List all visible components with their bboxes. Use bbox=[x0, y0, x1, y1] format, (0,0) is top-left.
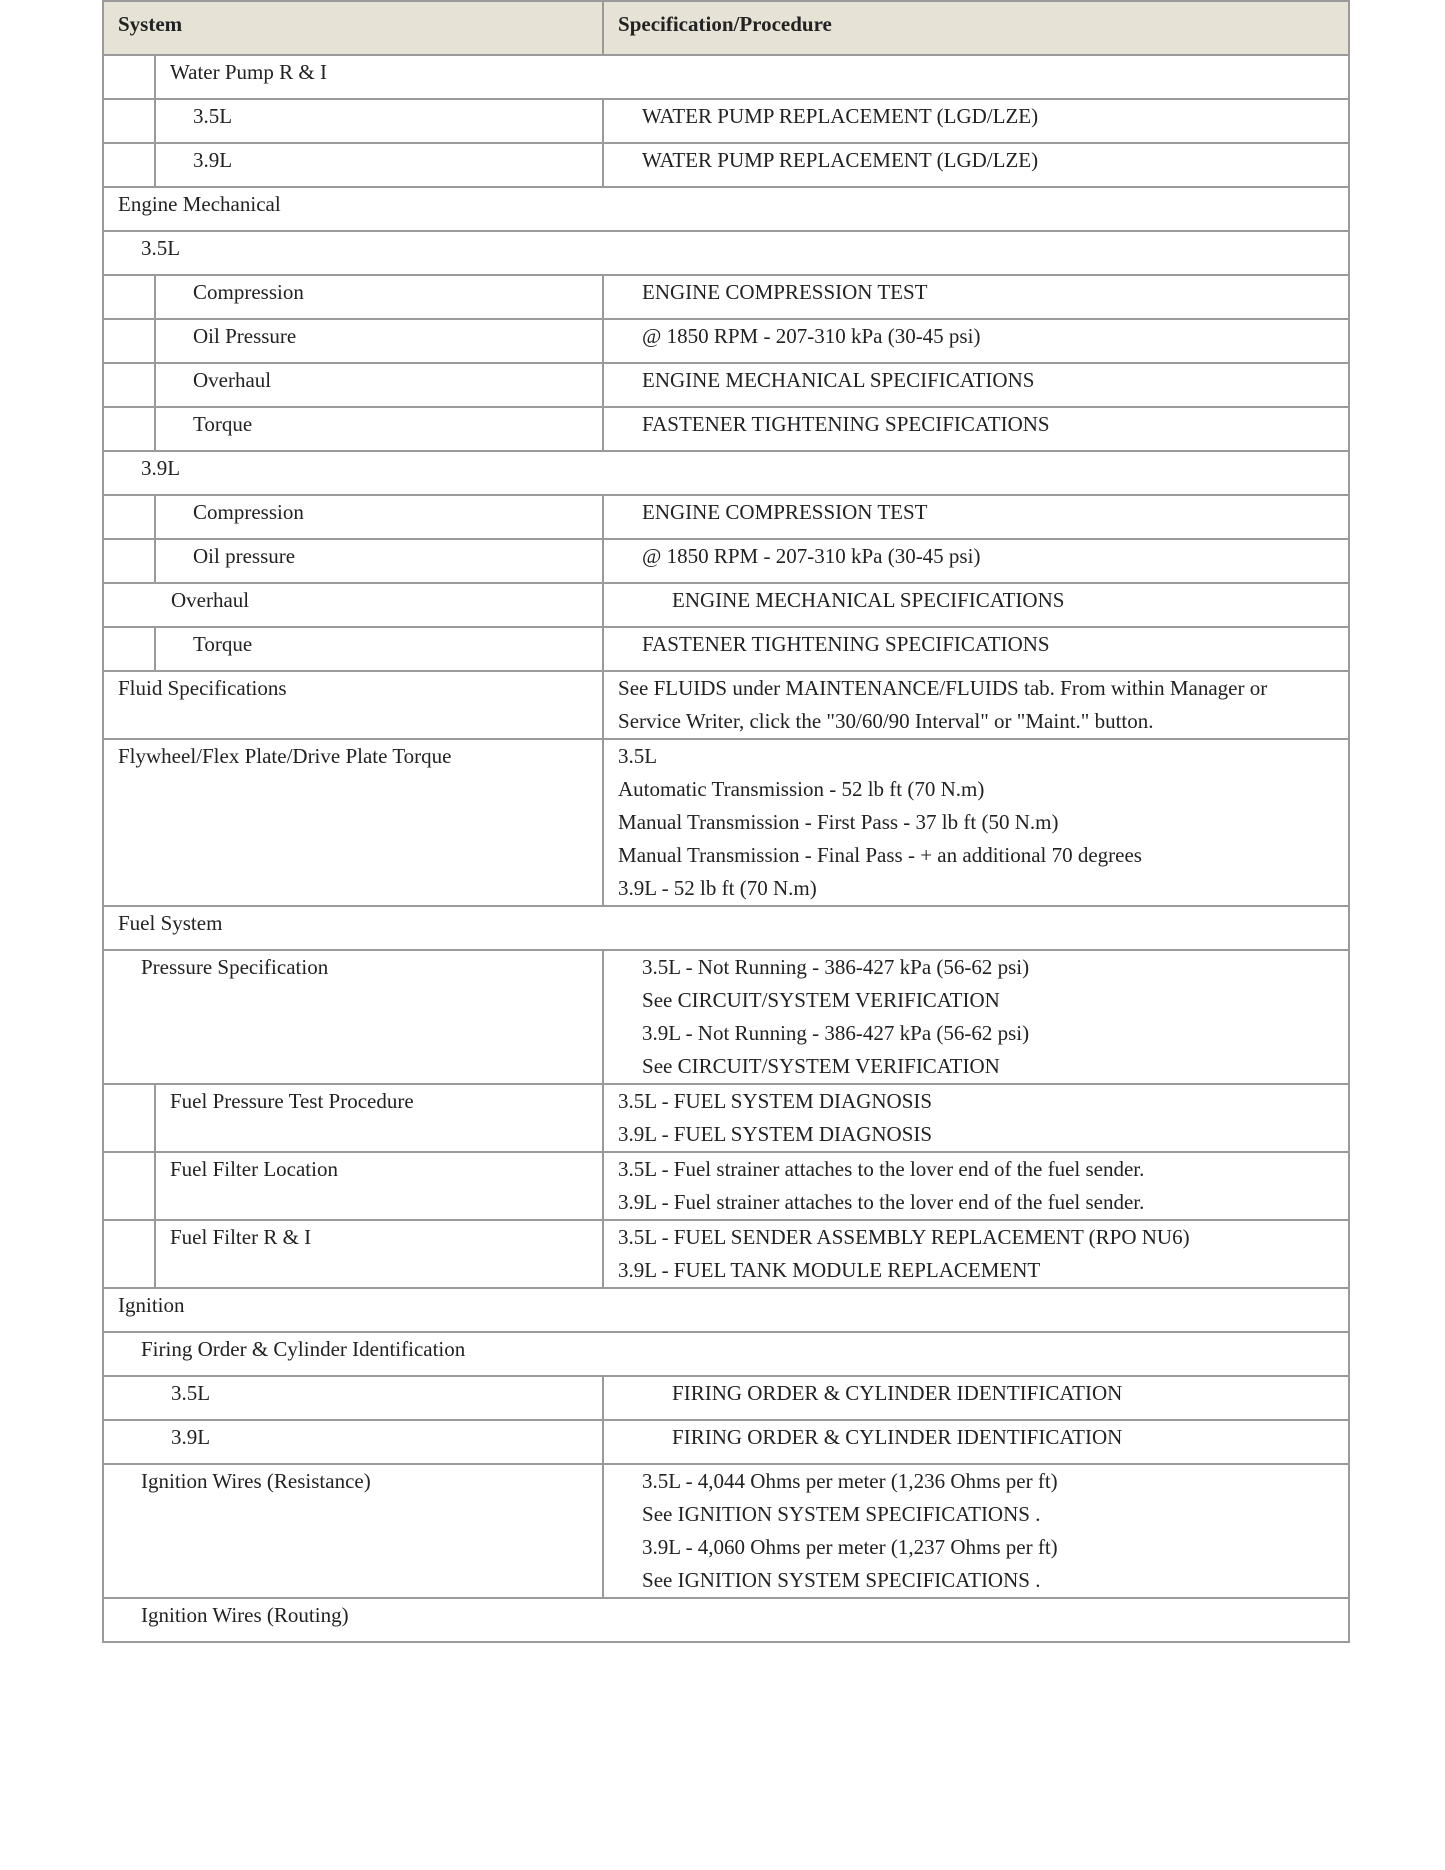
spec-cell: FASTENER TIGHTENING SPECIFICATIONS bbox=[603, 627, 1349, 671]
header-spec: Specification/Procedure bbox=[603, 1, 1349, 55]
subgroup-label: Ignition Wires (Routing) bbox=[103, 1598, 1349, 1642]
table-row bbox=[103, 1332, 1349, 1376]
group-label: Ignition bbox=[103, 1288, 1349, 1332]
system-cell: Fuel Filter R & I bbox=[155, 1220, 603, 1288]
spec-line: 3.9L - FUEL SYSTEM DIAGNOSIS bbox=[618, 1122, 933, 1146]
subgroup-label: 3.5L bbox=[103, 231, 1349, 275]
spec-cell bbox=[603, 1464, 1349, 1598]
system-cell: 3.9L bbox=[155, 143, 603, 187]
spec-cell bbox=[603, 1152, 1349, 1220]
indent-cell bbox=[103, 275, 155, 319]
table-row bbox=[103, 906, 1349, 950]
table-row bbox=[103, 1598, 1349, 1642]
header-system: System bbox=[103, 1, 603, 55]
spec-line: 3.9L - FUEL TANK MODULE REPLACEMENT bbox=[618, 1258, 1041, 1282]
spec-line: 3.5L - 4,044 Ohms per meter (1,236 Ohms per ft) bbox=[642, 1469, 1058, 1493]
system-cell: Oil pressure bbox=[155, 539, 603, 583]
table-row bbox=[103, 407, 1349, 451]
indent-cell bbox=[103, 1152, 155, 1220]
table-row bbox=[103, 1084, 1349, 1152]
spec-line: Manual Transmission - First Pass - 37 lb ft (50 N.m) bbox=[618, 810, 1059, 834]
table-row bbox=[103, 143, 1349, 187]
system-cell: 3.5L bbox=[103, 1376, 603, 1420]
system-cell: Compression bbox=[155, 275, 603, 319]
indent-cell bbox=[103, 627, 155, 671]
spec-cell: ENGINE COMPRESSION TEST bbox=[603, 495, 1349, 539]
table-row bbox=[103, 451, 1349, 495]
indent-cell bbox=[103, 319, 155, 363]
spec-line: See CIRCUIT/SYSTEM VERIFICATION bbox=[642, 988, 1000, 1012]
indent-cell bbox=[103, 99, 155, 143]
spec-line: See IGNITION SYSTEM SPECIFICATIONS . bbox=[642, 1568, 1041, 1592]
indent-cell bbox=[103, 55, 155, 99]
subgroup-label: 3.9L bbox=[103, 451, 1349, 495]
indent-cell bbox=[103, 495, 155, 539]
table-row bbox=[103, 627, 1349, 671]
system-cell: Torque bbox=[155, 407, 603, 451]
spec-line: 3.5L bbox=[618, 744, 658, 768]
specifications-table bbox=[102, 0, 1350, 1643]
subgroup-label: Water Pump R & I bbox=[155, 55, 1349, 99]
system-cell: Flywheel/Flex Plate/Drive Plate Torque bbox=[103, 739, 603, 906]
table-row bbox=[103, 363, 1349, 407]
group-label: Fuel System bbox=[103, 906, 1349, 950]
spec-cell: ENGINE COMPRESSION TEST bbox=[603, 275, 1349, 319]
indent-cell bbox=[103, 1220, 155, 1288]
system-cell: Pressure Specification bbox=[103, 950, 603, 1084]
system-cell: Fuel Filter Location bbox=[155, 1152, 603, 1220]
spec-line: Manual Transmission - Final Pass - + an additional 70 degrees bbox=[618, 843, 1142, 867]
group-label: Engine Mechanical bbox=[103, 187, 1349, 231]
indent-cell bbox=[103, 407, 155, 451]
table-row bbox=[103, 1220, 1349, 1288]
system-cell: 3.5L bbox=[155, 99, 603, 143]
spec-line: Service Writer, click the "30/60/90 Interval" or "Maint." button. bbox=[618, 709, 1154, 733]
indent-cell bbox=[103, 363, 155, 407]
spec-line: 3.5L - FUEL SYSTEM DIAGNOSIS bbox=[618, 1089, 933, 1113]
spec-cell: FASTENER TIGHTENING SPECIFICATIONS bbox=[603, 407, 1349, 451]
spec-cell: @ 1850 RPM - 207-310 kPa (30-45 psi) bbox=[603, 539, 1349, 583]
indent-cell bbox=[103, 539, 155, 583]
indent-cell bbox=[103, 143, 155, 187]
spec-cell bbox=[603, 1220, 1349, 1288]
system-cell: Compression bbox=[155, 495, 603, 539]
spec-cell bbox=[603, 739, 1349, 906]
spec-cell bbox=[603, 671, 1349, 739]
table-row bbox=[103, 275, 1349, 319]
spec-cell bbox=[603, 1084, 1349, 1152]
spec-cell: WATER PUMP REPLACEMENT (LGD/LZE) bbox=[603, 99, 1349, 143]
table-row bbox=[103, 1376, 1349, 1420]
spec-cell bbox=[603, 950, 1349, 1084]
spec-line: 3.9L - Not Running - 386-427 kPa (56-62 psi) bbox=[642, 1021, 1030, 1045]
table-row bbox=[103, 495, 1349, 539]
table-row bbox=[103, 950, 1349, 1084]
table-row bbox=[103, 99, 1349, 143]
table-row bbox=[103, 319, 1349, 363]
system-cell: Overhaul bbox=[155, 363, 603, 407]
system-cell: Overhaul bbox=[103, 583, 603, 627]
system-cell: Ignition Wires (Resistance) bbox=[103, 1464, 603, 1598]
spec-line: 3.5L - Not Running - 386-427 kPa (56-62 psi) bbox=[642, 955, 1030, 979]
table-row bbox=[103, 187, 1349, 231]
spec-cell: ENGINE MECHANICAL SPECIFICATIONS bbox=[603, 583, 1349, 627]
spec-cell: @ 1850 RPM - 207-310 kPa (30-45 psi) bbox=[603, 319, 1349, 363]
spec-line: 3.5L - FUEL SENDER ASSEMBLY REPLACEMENT (RPO NU6) bbox=[618, 1225, 1190, 1249]
indent-cell bbox=[103, 1084, 155, 1152]
spec-line: See FLUIDS under MAINTENANCE/FLUIDS tab. From within Manager or bbox=[618, 676, 1268, 700]
spec-line: Automatic Transmission - 52 lb ft (70 N.m) bbox=[618, 777, 985, 801]
system-cell: Oil Pressure bbox=[155, 319, 603, 363]
spec-cell: ENGINE MECHANICAL SPECIFICATIONS bbox=[603, 363, 1349, 407]
system-cell: Fluid Specifications bbox=[103, 671, 603, 739]
spec-cell: WATER PUMP REPLACEMENT (LGD/LZE) bbox=[603, 143, 1349, 187]
table-row bbox=[103, 1464, 1349, 1598]
table-row bbox=[103, 539, 1349, 583]
spec-line: See CIRCUIT/SYSTEM VERIFICATION bbox=[642, 1054, 1000, 1078]
table-row bbox=[103, 1288, 1349, 1332]
system-cell: 3.9L bbox=[103, 1420, 603, 1464]
table-row bbox=[103, 583, 1349, 627]
table-row bbox=[103, 1152, 1349, 1220]
system-cell: Fuel Pressure Test Procedure bbox=[155, 1084, 603, 1152]
spec-line: See IGNITION SYSTEM SPECIFICATIONS . bbox=[642, 1502, 1041, 1526]
table-row bbox=[103, 231, 1349, 275]
table-row bbox=[103, 55, 1349, 99]
spec-line: 3.9L - Fuel strainer attaches to the lover end of the fuel sender. bbox=[618, 1190, 1145, 1214]
table-header-row bbox=[103, 1, 1349, 55]
spec-cell: FIRING ORDER & CYLINDER IDENTIFICATION bbox=[603, 1420, 1349, 1464]
table-row bbox=[103, 671, 1349, 739]
spec-line: 3.9L - 4,060 Ohms per meter (1,237 Ohms per ft) bbox=[642, 1535, 1058, 1559]
system-cell: Torque bbox=[155, 627, 603, 671]
spec-line: 3.5L - Fuel strainer attaches to the lover end of the fuel sender. bbox=[618, 1157, 1145, 1181]
table-row bbox=[103, 1420, 1349, 1464]
spec-cell: FIRING ORDER & CYLINDER IDENTIFICATION bbox=[603, 1376, 1349, 1420]
spec-line: 3.9L - 52 lb ft (70 N.m) bbox=[618, 876, 817, 900]
table-row bbox=[103, 739, 1349, 906]
subgroup-label: Firing Order & Cylinder Identification bbox=[103, 1332, 1349, 1376]
